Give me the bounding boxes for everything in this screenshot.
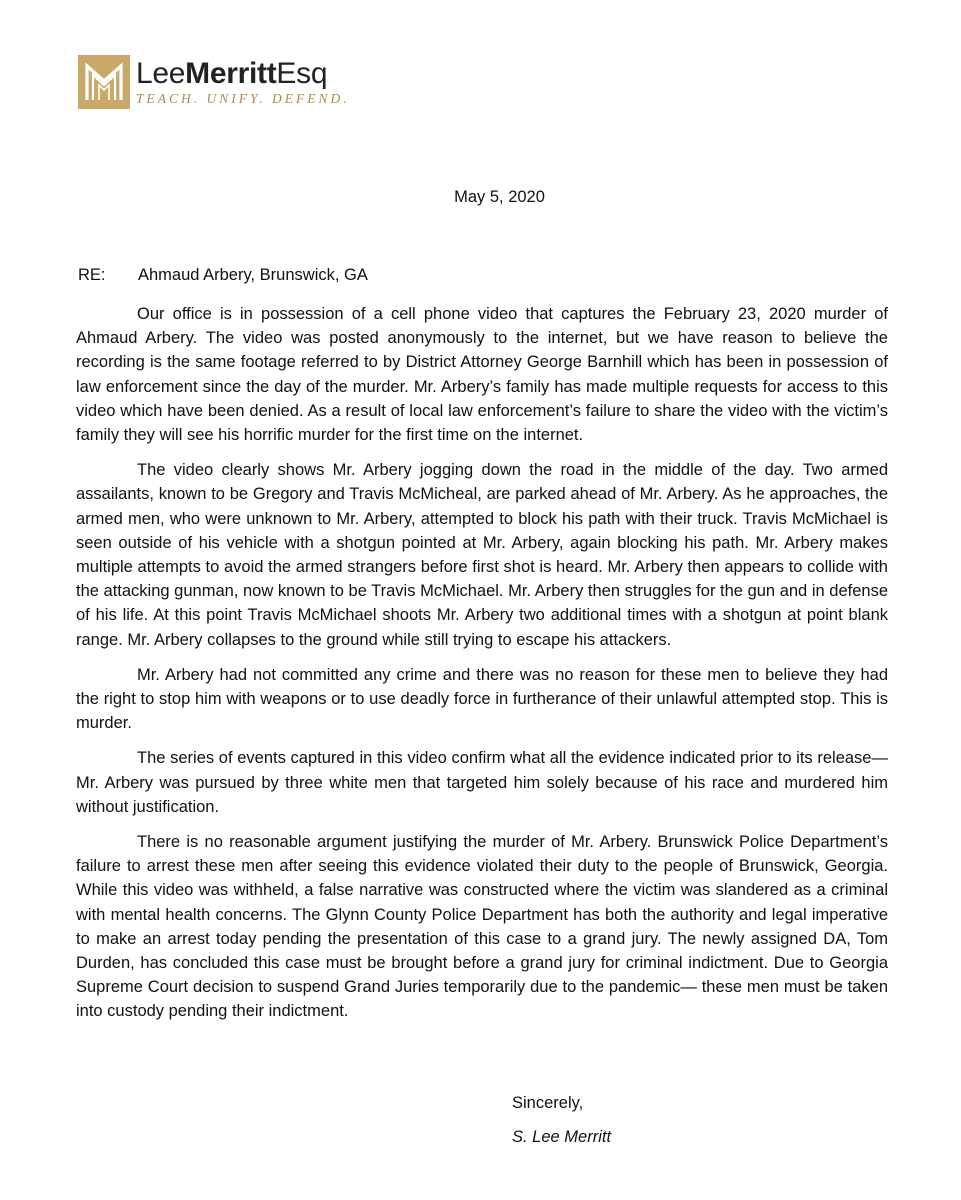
firm-name-bold: Merritt — [185, 56, 277, 90]
signature: S. Lee Merritt — [512, 1128, 612, 1146]
re-subject: Ahmaud Arbery, Brunswick, GA — [138, 266, 368, 284]
body-paragraph-3: Mr. Arbery had not committed any crime and there was no reason for these men to believe they had the right to stop him with weapons or to use deadly force in furtherance of their unlawful attempted stop. This is murder. — [76, 665, 888, 733]
letter-body — [76, 302, 888, 1035]
body-paragraph-2: The video clearly shows Mr. Arbery jogging down the road in the middle of the day. Two armed assailants, known to be Gregory and Travis McMicheal, are parked ahead of Mr. Arbery. As he approaches, the armed men, who were unknown to Mr. Arbery, attempted to block his path with their truck. Travis McMichael is seen outside of his vehicle with a shotgun pointed at Mr. Arbery, again blocking his path. Mr. Arbery makes multiple attempts to avoid the armed strangers before first shot is heard. Mr. Arbery then appears to collide with the attacking gunman, now known to be Travis McMichael. Mr. Arbery then struggles for the gun and in defense of his life. At this point Travis McMichael shoots Mr. Arbery two additional times with a shotgun at point blank range. Mr. Arbery collapses to the ground while still trying to escape his attackers. — [76, 461, 888, 649]
firm-name — [136, 58, 350, 90]
re-line — [78, 266, 368, 285]
firm-name-first: Lee — [136, 56, 186, 90]
logo-text — [136, 58, 350, 107]
body-paragraph-4: The series of events captured in this video confirm what all the evidence indicated prior to its release— Mr. Arbery was pursued by three white men that targeted him solely because of his race and murdered him without justification. — [76, 749, 888, 816]
firm-tagline: TEACH. UNIFY. DEFEND. — [136, 90, 350, 106]
firm-name-suffix: Esq — [276, 56, 328, 90]
body-paragraph-5: There is no reasonable argument justifying the murder of Mr. Arbery. Brunswick Police Department’s failure to arrest these men after seeing this evidence violated their duty to the people of Brunswick, Georgia. While this video was withheld, a false narrative was constructed where the victim was slandered as a criminal with mental health concerns. The Glynn County Police Department has both the authority and legal imperative to make an arrest today pending the presentation of this case to a grand jury. The newly assigned DA, Tom Durden, has concluded this case must be brought before a grand jury for criminal indictment. Due to Georgia Supreme Court decision to suspend Grand Juries temporarily due to the pandemic— these men must be taken into custody pending their indictment. — [76, 833, 888, 1021]
letter-date: May 5, 2020 — [454, 188, 545, 206]
re-label: RE: — [78, 266, 106, 284]
lme-logo-icon — [78, 55, 130, 109]
letterhead — [78, 54, 350, 110]
body-paragraph-1: Our office is in possession of a cell phone video that captures the February 23, 2020 murder of Ahmaud Arbery. The video was posted anonymously to the internet, but we have reason to believe the recording is the same footage referred to by District Attorney George Barnhill which has been in possession of law enforcement since the day of the murder. Mr. Arbery’s family has made multiple requests for access to this video which have been denied. As a result of local law enforcement’s failure to share the video with the victim’s family they will see his horrific murder for the first time on the internet. — [76, 305, 888, 445]
closing: Sincerely, — [512, 1094, 584, 1112]
